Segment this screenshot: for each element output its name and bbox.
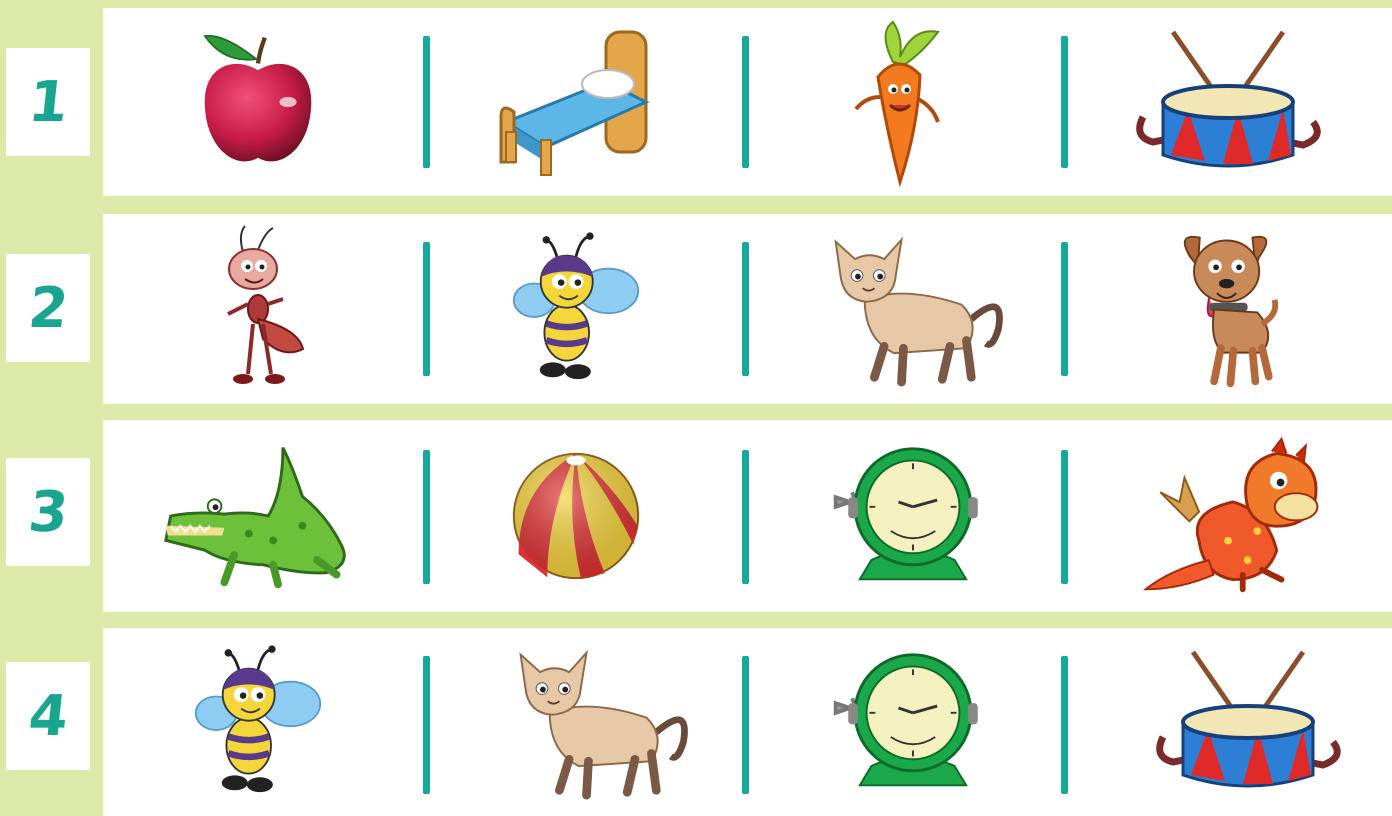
row-number-box xyxy=(6,662,90,770)
row-1 xyxy=(0,0,1392,204)
drum-picture[interactable] xyxy=(1113,14,1343,190)
bed-icon xyxy=(496,22,656,182)
bed-picture[interactable] xyxy=(481,14,671,190)
row-number-box xyxy=(6,458,90,566)
apple-picture[interactable] xyxy=(163,14,353,190)
ball-picture[interactable] xyxy=(481,426,671,606)
row-number: 4 xyxy=(25,683,71,749)
picture-row-panel xyxy=(103,214,1392,404)
drum-picture[interactable] xyxy=(1133,632,1363,812)
ball-icon xyxy=(509,449,643,583)
divider xyxy=(423,36,430,168)
clock-picture[interactable] xyxy=(818,632,1008,812)
ant-icon xyxy=(203,224,313,394)
dragon-icon xyxy=(1138,434,1328,599)
clock-icon xyxy=(828,650,998,795)
divider xyxy=(1061,36,1068,168)
carrot-picture[interactable] xyxy=(803,14,993,190)
divider xyxy=(1061,242,1068,376)
bee-icon xyxy=(193,640,323,805)
row-3 xyxy=(0,412,1392,618)
cat-picture[interactable] xyxy=(803,220,1033,398)
divider xyxy=(742,36,749,168)
cat-icon xyxy=(508,645,698,800)
divider xyxy=(742,242,749,376)
crocodile-picture[interactable] xyxy=(143,426,373,606)
drum-icon xyxy=(1153,647,1343,797)
row-number: 3 xyxy=(25,479,71,545)
divider xyxy=(1061,656,1068,794)
dog-picture[interactable] xyxy=(1133,220,1323,398)
divider xyxy=(742,450,749,584)
row-number-box xyxy=(6,254,90,362)
ant-picture[interactable] xyxy=(163,220,353,398)
apple-icon xyxy=(198,22,318,182)
row-2 xyxy=(0,204,1392,412)
picture-row-panel xyxy=(103,420,1392,612)
divider xyxy=(423,242,430,376)
bee-picture[interactable] xyxy=(481,220,671,398)
carrot-icon xyxy=(838,17,958,187)
picture-row-panel xyxy=(103,8,1392,196)
divider xyxy=(423,450,430,584)
dragon-picture[interactable] xyxy=(1128,426,1338,606)
clock-picture[interactable] xyxy=(818,426,1008,606)
drum-icon xyxy=(1133,27,1323,177)
divider xyxy=(1061,450,1068,584)
row-number: 1 xyxy=(25,69,71,135)
dog-icon xyxy=(1171,227,1286,392)
bee-icon xyxy=(511,227,641,392)
row-number: 2 xyxy=(25,275,71,341)
crocodile-icon xyxy=(156,437,361,595)
clock-icon xyxy=(828,444,998,589)
cat-picture[interactable] xyxy=(498,632,708,812)
divider xyxy=(742,656,749,794)
row-4 xyxy=(0,618,1392,816)
cat-icon xyxy=(823,232,1013,387)
divider xyxy=(423,656,430,794)
bee-picture[interactable] xyxy=(163,632,353,812)
row-number-box xyxy=(6,48,90,156)
picture-row-panel xyxy=(103,628,1392,816)
